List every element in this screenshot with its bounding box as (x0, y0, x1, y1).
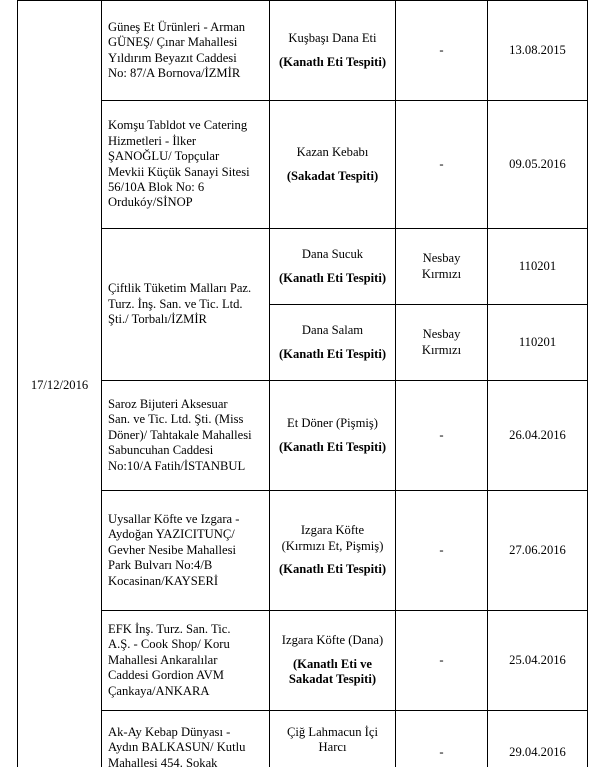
text-line: Mevkii Küçük Sanayi Sitesi (108, 164, 250, 179)
finding-label (273, 347, 392, 362)
finding-line: (Kanatlı Eti Tespiti) (278, 270, 387, 285)
product-cell (270, 491, 396, 611)
brand-cell (396, 1, 488, 101)
text-line: Kazan Kebabı (296, 145, 369, 160)
brand-cell (396, 491, 488, 611)
firm-cell (102, 101, 270, 229)
batch-cell (488, 711, 588, 767)
finding-label (273, 169, 392, 184)
product-cell (270, 381, 396, 491)
product-cell (270, 229, 396, 305)
text-line: Şti./ Torbalı/İZMİR (108, 312, 207, 327)
text-line: Güneş Et Ürünleri - Arman (108, 19, 246, 34)
text-line: Uysallar Köfte ve Izgara - (108, 511, 240, 526)
brand-cell (396, 101, 488, 229)
firm-cell (102, 229, 270, 381)
table-row (18, 491, 588, 611)
text-line: No:10/A Fatih/İSTANBUL (108, 458, 246, 473)
text-line: Caddesi Gordion AVM (108, 668, 224, 683)
text-line: Döner)/ Tahtakale Mahallesi (108, 427, 252, 442)
finding-line: (Sakadat Tespiti) (286, 168, 379, 183)
brand-cell (396, 229, 488, 305)
table-row (18, 229, 588, 305)
batch-text: 110201 (518, 258, 557, 273)
batch-text: 13.08.2015 (509, 42, 566, 57)
finding-label (273, 271, 392, 286)
firm-cell (102, 381, 270, 491)
firm-cell (102, 611, 270, 711)
product-cell (270, 611, 396, 711)
product-cell (270, 305, 396, 381)
brand-cell (396, 711, 488, 767)
batch-text: 26.04.2016 (509, 427, 566, 442)
batch-cell (488, 491, 588, 611)
text-line: Hizmetleri - İlker (108, 133, 197, 148)
batch-text: 25.04.2016 (509, 652, 566, 667)
text-line: - (439, 542, 444, 557)
text-line: Izgara Köfte (300, 523, 365, 538)
text-line: Harcı (318, 740, 347, 755)
text-line: Turz. İnş. San. ve Tic. Ltd. (108, 296, 243, 311)
firm-cell (102, 491, 270, 611)
product-cell (270, 101, 396, 229)
batch-text: 09.05.2016 (509, 156, 566, 171)
text-line: - (439, 745, 444, 759)
text-line: GÜNEŞ/ Çınar Mahallesi (108, 35, 238, 50)
product-cell (270, 1, 396, 101)
text-line: Mahallesi Ankaralılar (108, 652, 218, 667)
batch-cell (488, 1, 588, 101)
text-line: Kırmızı (421, 266, 462, 281)
text-line: Et Döner (Pişmiş) (287, 416, 378, 431)
text-line: Çankaya/ANKARA (108, 683, 210, 698)
batch-cell (488, 229, 588, 305)
text-line: EFK İnş. Turz. San. Tic. (108, 621, 231, 636)
text-line: Sabuncuhan Caddesi (108, 443, 214, 458)
batch-cell (488, 101, 588, 229)
text-line: Kırmızı (421, 342, 462, 357)
text-line: Dana Salam (301, 323, 364, 338)
text-line: No: 87/A Bornova/İZMİR (108, 65, 241, 80)
text-line: San. ve Tic. Ltd. Şti. (Miss (108, 412, 244, 427)
table-row (18, 101, 588, 229)
text-line: Ak-Ay Kebap Dünyası - (108, 725, 231, 739)
batch-text: 27.06.2016 (509, 542, 566, 557)
text-line: Nesbay (422, 251, 461, 266)
text-line: ŞANOĞLU/ Topçular (108, 149, 220, 164)
table-row (18, 1, 588, 101)
text-line: 56/10A Blok No: 6 (108, 179, 205, 194)
text-line: Izgara Köfte (Dana) (281, 633, 384, 648)
finding-label (273, 55, 392, 70)
text-line: Yıldırım Beyazıt Caddesi (108, 50, 237, 65)
finding-line: (Kanatlı Eti Tespiti) (278, 346, 387, 361)
text-line: - (439, 652, 444, 667)
text-line: Dana Sucuk (301, 247, 364, 262)
date-cell (18, 1, 102, 767)
product-cell (270, 711, 396, 767)
inspection-table (17, 0, 588, 767)
text-line: Çiftlik Tüketim Malları Paz. (108, 281, 252, 296)
batch-cell (488, 381, 588, 491)
firm-cell (102, 711, 270, 767)
brand-cell (396, 611, 488, 711)
text-line: A.Ş. - Cook Shop/ Koru (108, 637, 230, 652)
text-line: Gevher Nesibe Mahallesi (108, 542, 236, 557)
text-line: Nesbay (422, 327, 461, 342)
text-line: Mahallesi 454. Sokak (108, 755, 218, 767)
finding-label (273, 657, 392, 688)
text-line: - (439, 42, 444, 57)
finding-label (273, 440, 392, 455)
batch-text: 110201 (518, 334, 557, 349)
text-line: - (439, 156, 444, 171)
batch-cell (488, 611, 588, 711)
finding-line: Sakadat Tespiti) (288, 672, 377, 687)
finding-line: (Kanatlı Eti Tespiti) (278, 562, 387, 577)
text-line: Çiğ Lahmacun İçi (287, 725, 378, 739)
text-line: Ordukóy/SİNOP (108, 195, 193, 210)
text-line: Kocasinan/KAYSERİ (108, 573, 219, 588)
text-line: (Kırmızı Et, Pişmiş) (281, 538, 384, 553)
text-line: Park Bulvarı No:4/B (108, 558, 213, 573)
table-row (18, 381, 588, 491)
text-line: - (439, 427, 444, 442)
text-line: Aydın BALKASUN/ Kutlu (108, 740, 246, 755)
date-text: 17/12/2016 (30, 378, 89, 393)
brand-cell (396, 305, 488, 381)
table-row (18, 611, 588, 711)
finding-label (273, 562, 392, 577)
finding-line: (Kanatlı Eti Tespiti) (278, 54, 387, 69)
batch-cell (488, 305, 588, 381)
text-line: Komşu Tabldot ve Catering (108, 118, 248, 133)
brand-cell (396, 381, 488, 491)
firm-cell (102, 1, 270, 101)
finding-line: (Kanatlı Eti ve (292, 656, 373, 671)
text-line: Aydoğan YAZICITUNÇ/ (108, 527, 235, 542)
text-line: Kuşbaşı Dana Eti (288, 31, 377, 46)
finding-line: (Kanatlı Eti Tespiti) (278, 439, 387, 454)
text-line: Saroz Bijuteri Aksesuar (108, 396, 228, 411)
table-row (18, 711, 588, 767)
batch-text: 29.04.2016 (509, 745, 566, 759)
